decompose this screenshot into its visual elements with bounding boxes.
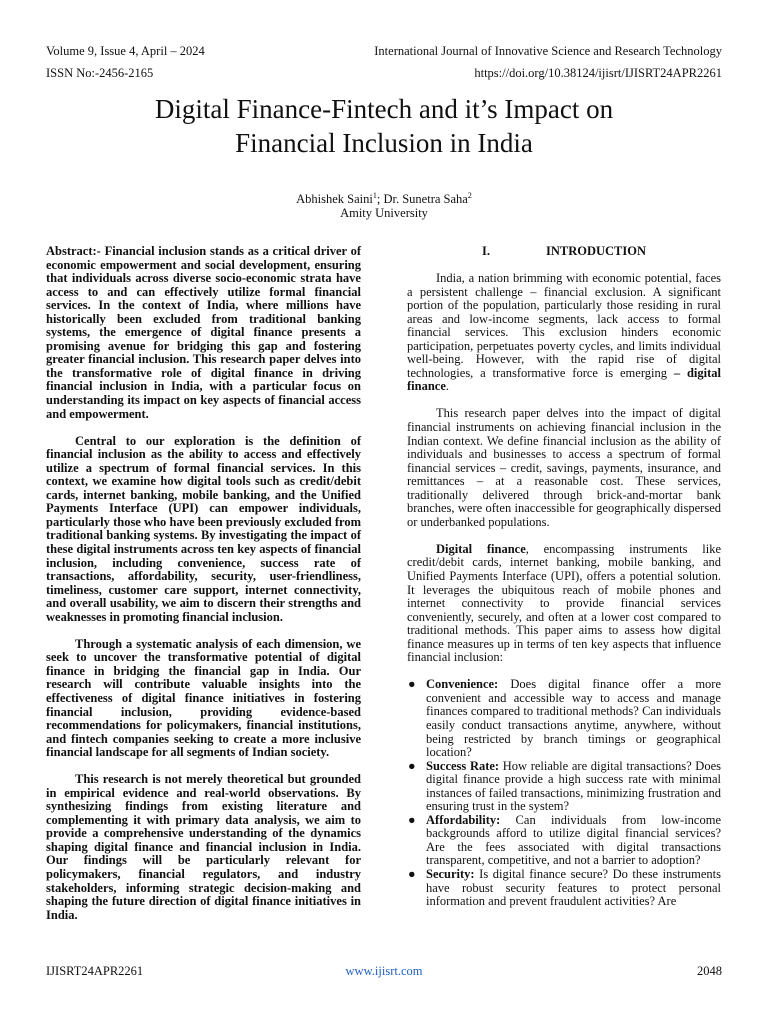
section-title: INTRODUCTION [545,244,646,258]
abstract-paragraph: Abstract:- Financial inclusion stands as a critical driver of economic empowerment and social development, ensuring that individuals across diverse socio-economic strata have access to and can effectively utilize formal financial services. In the context of India, where millions have historically been excluded from traditional banking systems, the emergence of digital finance presents a promising avenue for bridging this gap and fostering greater financial inclusion. This research paper delves into the transformative role of digital finance in driving financial inclusion in India, with a particular focus on understanding its impact on key aspects of financial access and empowerment. [46,244,361,421]
list-item-term: Success Rate: [426,758,500,773]
paper-title [0,92,768,160]
doi-link[interactable]: https://doi.org/10.38124/ijisrt/IJISRT24APR2261 [474,66,722,80]
bullet-icon: ● [408,758,416,773]
abstract-paragraph: Central to our exploration is the definition of financial inclusion as the ability to access and effectively utilize a spectrum of formal financial services. In this context, we examine how digital tools such as credit/debit cards, internet banking, mobile banking, and the Unified Payments Interface (UPI) can empower individuals, particularly those who have been previously excluded from traditional banking systems. By investigating the impact of these digital instruments across ten key aspects of financial inclusion, including convenience, success rate of transactions, affordability, security, user-friendliness, timeliness, customer care support, internet connectivity, and overall usability, we aim to discern their strengths and weaknesses in promoting financial inclusion. [46,433,361,624]
intro-paragraph [407,543,721,665]
list-item-term: Affordability: [426,812,501,827]
author-2-affiliation-mark: 2 [467,191,472,200]
intro-paragraph [407,272,721,394]
list-item-text: Does digital finance offer a more convenient and accessible way to access and manage finances compared to traditional methods? Can individuals easily conduct transactions anytime, anywhere, without being restricted by branch timings or geographical location? [426,677,721,760]
bullet-icon: ● [408,677,416,692]
section-number: I. [481,244,490,258]
abstract-paragraph: Through a systematic analysis of each dimension, we seek to uncover the transformative potential of digital finance in bridging the financial gap in India. Our research will contribute valuable insights into the effectiveness of digital finance initiatives in fostering financial inclusion, providing evidence-based recommendations for policymakers, financial institutions, and fintech companies seeking to create a more inclusive financial landscape for all segments of Indian society. [46,636,361,760]
footer-website-link[interactable]: www.ijisrt.com [345,964,423,978]
intro-paragraph: This research paper delves into the impact of digital financial instruments on achieving financial inclusion in the Indian context. We define financial inclusion as the ability of individuals and businesses to access a spectrum of formal financial services – credit, savings, payments, insurance, and remittances – at a reasonable cost. These services, traditionally delivered through brick-and-mortar bank branches, were often inaccessible for geographically dispersed or underbanked populations. [407,406,721,529]
intro-p1-text: India, a nation brimming with economic potential, faces a persistent challenge – financial exclusion. A significant portion of the population, particularly those residing in rural areas and low-income segments, lack access to formal financial services. This exclusion hinders economic participation, perpetuates poverty cycles, and limits individual well-being. However, with the rapid rise of digital technologies, a transformative force is emerging [407,271,721,380]
intro-p3-text: , encompassing instruments like credit/debit cards, internet banking, mobile banking, and Unified Payments Interface (UPI), offers a potential solution. It leverages the ubiquitous reach of mobile phones and internet connectivity to provide financial services conveniently, securely, and often at a lower cost compared to traditional methods. This paper aims to assess how digital finance measures up in terms of ten key aspects that influence financial inclusion: [407,541,721,665]
list-item [407,678,721,759]
list-item-term: Security: [426,866,475,881]
list-item [407,814,721,868]
intro-p1-bold: – digital finance [407,365,721,394]
list-item-text: Is digital finance secure? Do these instruments have robust security features to protect personal information and prevent fraudulent activities? Are [426,866,721,909]
bullet-icon: ● [408,812,416,827]
affiliation: Amity University [340,206,428,221]
abstract-column [46,245,361,936]
author-2: Dr. Sunetra Saha [383,192,468,207]
list-item [407,868,721,909]
intro-p1-end: . [445,379,450,394]
list-item-text: How reliable are digital transactions? Does digital finance provide a high success rate with minimal instances of failed transactions, minimizing frustration and ensuring trust in the system? [426,758,721,814]
author-separator: ; [376,192,384,207]
footer-paper-id: IJISRT24APR2261 [46,964,144,978]
journal-name: International Journal of Innovative Science and Research Technology [374,44,722,58]
author-1-affiliation-mark: 1 [372,191,377,200]
list-item-text: Can individuals from low-income backgrounds afford to utilize digital financial services? Are the fees associated with digital transactions transparent, competitive, and not a barrier to adoption? [426,812,721,868]
aspects-list [407,678,721,908]
intro-p3-bold: Digital finance [436,541,526,556]
title-line-2: Financial Inclusion in India [235,128,533,158]
introduction-column [407,245,721,909]
page-number: 2048 [697,964,722,978]
abstract-paragraph: This research is not merely theoretical but grounded in empirical evidence and real-world observations. By synthesizing findings from existing literature and complementing it with primary data analysis, we aim to provide a comprehensive understanding of the dynamics shaping digital finance and financial inclusion in India. Our findings will be particularly relevant for policymakers, financial regulators, and industry stakeholders, informing strategic decision-making and shaping the future direction of digital finance initiatives in India. [46,772,361,922]
author-block [0,189,768,220]
title-line-1: Digital Finance-Fintech and it’s Impact on [154,94,614,124]
list-item-term: Convenience: [426,677,499,692]
author-1: Abhishek Saini [296,192,373,207]
section-heading [407,245,721,259]
issn: ISSN No:-2456-2165 [46,66,154,80]
bullet-icon: ● [408,866,416,881]
author-names [0,189,768,206]
list-item [407,760,721,814]
volume-issue: Volume 9, Issue 4, April – 2024 [46,44,205,58]
